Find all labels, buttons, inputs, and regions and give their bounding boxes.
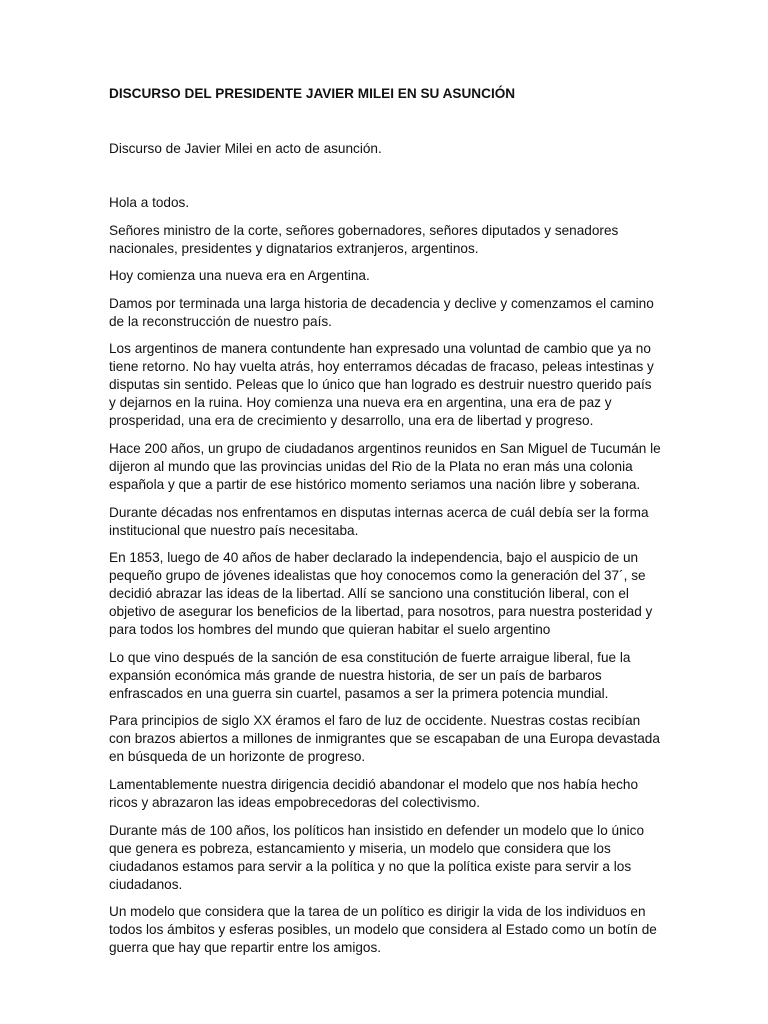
paragraph: Un modelo que considera que la tarea de un político es dirigir la vida de los individuos en todos los ámbitos y esferas posibles, un modelo que considera al Estado como un botín de guerra que hay que repartir entre los amigos. [109, 904, 657, 956]
paragraph: Damos por terminada una larga historia de decadencia y declive y comenzamos el camino de la reconstrucción de nuestro país. [109, 295, 654, 329]
paragraph: Para principios de siglo XX éramos el faro de luz de occidente. Nuestras costas recibían con brazos abiertos a millones de inmigrantes que se escapaban de una Europa devastada en búsqueda de un horizonte de progreso. [109, 713, 660, 765]
paragraph: Los argentinos de manera contundente han expresado una voluntad de cambio que ya no tiene retorno. No hay vuelta atrás, hoy enterramos décadas de fracaso, peleas intestinas y disputas sin sentido. Peleas que lo único que han logrado es destruir nuestro querido país y dejarnos en la ruina. Hoy comienza una nueva era en argentina, una era de paz y prosperidad, una era de crecimiento y desarrollo, una era de libertad y progreso. [109, 341, 654, 429]
document-body [109, 194, 661, 957]
paragraph: Lo que vino después de la sanción de esa constitución de fuerte arraigue liberal, fue la expansión económica más grande de nuestra historia, de ser un país de barbaros enfrascados en una guerra sin cuartel, pasamos a ser la primera potencia mundial. [109, 649, 631, 701]
paragraph: En 1853, luego de 40 años de haber declarado la independencia, bajo el auspicio de un pequeño grupo de jóvenes idealistas que hoy conocemos como la generación del 37´, se decidió abrazar las ideas de la libertad. Allí se sanciono una constitución liberal, con el objetivo de asegurar los beneficios de la libertad, para nosotros, para nuestra posteridad y para todos los hombres del mundo que quieran habitar el suelo argentino [109, 550, 653, 638]
paragraph: Hace 200 años, un grupo de ciudadanos argentinos reunidos en San Miguel de Tucumán le dijeron al mundo que las provincias unidas del Rio de la Plata no eran más una colonia española y que a partir de ese histórico momento seriamos una nación libre y soberana. [109, 440, 661, 492]
paragraph: Durante más de 100 años, los políticos han insistido en defender un modelo que lo único que genera es pobreza, estancamiento y miseria, un modelo que considera que los ciudadanos estamos para servir a la política y no que la política existe para servir a los ciudadanos. [109, 822, 645, 892]
paragraph: Señores ministro de la corte, señores gobernadores, señores diputados y senadores nacionales, presidentes y dignatarios extranjeros, argentinos. [109, 222, 619, 256]
paragraph: Durante décadas nos enfrentamos en disputas internas acerca de cuál debía ser la forma institucional que nuestro país necesitaba. [109, 504, 649, 538]
document-title: DISCURSO DEL PRESIDENTE JAVIER MILEI EN SU ASUNCIÓN [109, 86, 516, 101]
paragraph: Hoy comienza una nueva era en Argentina. [109, 268, 370, 284]
paragraph: Lamentablemente nuestra dirigencia decidió abandonar el modelo que nos había hecho ricos y abrazaron las ideas empobrecedoras del colectivismo. [109, 776, 639, 810]
paragraph: Hola a todos. [109, 195, 190, 210]
document-content [109, 85, 661, 967]
document-subtitle: Discurso de Javier Milei en acto de asunción. [109, 141, 382, 156]
